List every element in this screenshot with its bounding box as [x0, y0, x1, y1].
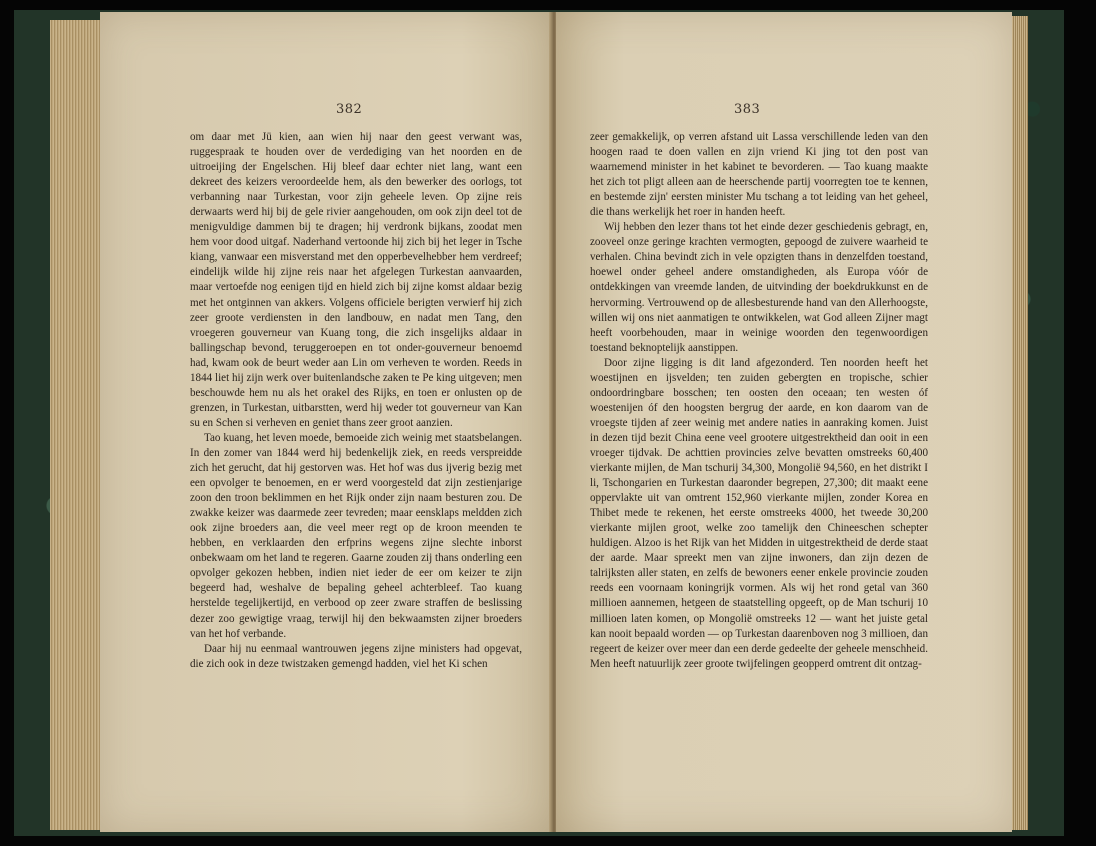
paragraph: zeer gemakkelijk, op verren afstand uit Lassa verschillende leden van den hoogen raad te doen vallen en zijn vriend Ki jing tot den post van waarnemend minister in het kabinet te bevorderen. — Tao kuang maakte het zich tot pligt alleen aan de heerschende partij voorregten toe te kennen, en bestemde zijn' eersten minister Mu tschang a tot leiding van het geheel, die thans werkelijk het roer in handen heeft. [590, 131, 928, 219]
body-text [590, 130, 928, 672]
page-number: 382 [336, 102, 363, 117]
paragraph: Door zijne ligging is dit land afgezonderd. Ten noorden heeft het woestijnen en ijsvelden; ten zuiden gebergten en tropische, schier ondoordringbare bosschen; ten oosten den oceaan; ten westen óf woestenijen óf den hoogsten bergrug der aarde, en kon daarom van de vroegste tijden af zeer weinig met andere naties in aanraking komen. Juist in dezen tijd bezit China eene veel grootere uitgestrektheid dan ooit in een vroeger tijdvak. De achttien provincies zelve bevatten omstreeks 60,400 vierkante mijlen, de Man tschurij 34,300, Mongolië 94,560, en het distrikt I li, Tschongarien en Turkestan daaronder begrepen, 27,300; dit maakt eene oppervlakte uit van omtrent 152,960 vierkante mijlen, zonder Korea en Thibet mede te rekenen, het eerste omstreeks 4000, het tweede 30,200 vierkante mijlen groot, welke zoo tamelijk den Chineeschen schepter huldigen. Alzoo is het Rijk van het Midden in uitgestrektheid de derde staat der aarde. Maar spreekt men van zijne inwoners, dan zijn dezen de talrijksten aller staten, en zelfs de bewoners eener enkele provincie zouden reeds een voornaam koningrijk vormen. Als wij het rond getal van 360 millioen aannemen, hetgeen de staatstelling opgeeft, op de Man tschurij 10 millioen laten komen, op Mongolië omstreeks 12 — want het juiste getal kan nooit bepaald worden — op Turkestan daarenboven nog 3 millioen, dan regeert de keizer over meer dan een derde gedeelte der geheele menschheid. Men heeft natuurlijk zeer groote twijfelingen geopperd omtrent dit ontzag- [590, 356, 928, 670]
right-page [556, 12, 1012, 832]
left-page [100, 12, 552, 832]
body-text [190, 130, 522, 672]
page-number: 383 [734, 102, 761, 117]
paragraph: Wij hebben den lezer thans tot het einde dezer geschiedenis gebragt, en, zooveel onze geringe krachten vermogten, gepoogd de zuivere waarheid te verhalen. China bevindt zich in vele opzigten thans in denzelfden toestand, hoewel onder geheel andere omstandigheden, als Europa vóór de ontdekkingen van vreemde landen, de uitvinding der boekdrukkunst en de hervorming. Vertrouwend op de allesbesturende hand van den Allerhoogste, willen wij ons niet aanmatigen te ontwikkelen, wat God alleen Zijner magt heeft voorbehouden, maar in weinige woorden den tegenwoordigen toestand beknoptelijk aanstippen. [590, 221, 928, 354]
paragraph: om daar met Jü kien, aan wien hij naar den geest verwant was, ruggespraak te houden over de verdediging van het noorden en de uitroeijing der Engelschen. Hij bleef daar echter niet lang, want een dekreet des keizers veroordeelde hem, als den bewerker des oorlogs, tot verbanning naar Turkestan, voor zijn geheele leven. Op zijne reis derwaarts werd hij bij de gele rivier aangehouden, om ook zijn deel tot de menigvuldige dammen bij te dragen; hij verdronk bijkans, zoodat men hem voor dood uitgaf. Naderhand vertoonde hij zich bij het leger in Tsche kiang, vanwaar een misverstand met den opperbevelhebber hem verdreef; eindelijk wilde hij zijne reis naar het afgelegen Turkestan aanvaarden, maar vertoefde nog eenigen tijd en hield zich bij zijne komst aldaar bezig met het ontginnen van akkers. Volgens officiele berigten verwierf hij zich zeer groote verdiensten in den landbouw, en nadat men Tang, den vroegeren gouverneur van Kuang tong, die zich insgelijks aldaar in ballingschap bevond, teruggeroepen en tot onder-gouverneur benoemd had, kwam ook de beurt weder aan Lin om verheven te worden. Reeds in 1844 liet hij zijn werk over buitenlandsche zaken te Pe king uitgeven; men beschouwde hem nu als het orakel des Rijks, en toen er onlusten op de grenzen, in Turkestan, uitbarstten, werd hij weder tot gouverneur van Kan su en Schen si verheven en geniet thans zeer groot aanzien. [190, 131, 522, 429]
paragraph: Tao kuang, het leven moede, bemoeide zich weinig met staatsbelangen. In den zomer van 1844 werd hij bedenkelijk ziek, en reeds verspreidde zich het gerucht, dat hij gestorven was. Het hof was dus ijverig bezig met een opvolger te benoemen, en er werd voorgesteld dat zijn zestienjarige zoon den troon beklimmen en het Rijk onder zijn naam besturen zou. De zwakke keizer was daarmede zeer tevreden; maar eensklaps meldden zich ook zijne broeders aan, die veel meer regt op de kroon meenden te hebben, en verklaarden den erfprins wegens zijne slechte inborst onbekwaam om het land te regeren. Gaarne zouden zij thans onderling een opvolger gekozen hebben, indien niet ieder de eer om keizer te zijn begeerd had, weshalve de bepaling geheel achterbleef. Tao kuang herstelde tegelijkertijd, en verbood op zeer zware straffen de beslissing dezer zoo gewigtige vraag, terwijl hij den bekwaamsten zijner broeders van het hof verbande. [190, 431, 522, 640]
page-stack-left [50, 20, 102, 830]
paragraph: Daar hij nu eenmaal wantrouwen jegens zijne ministers had opgevat, die zich ook in deze twistzaken gemengd hadden, viel het Ki schen [190, 642, 522, 670]
